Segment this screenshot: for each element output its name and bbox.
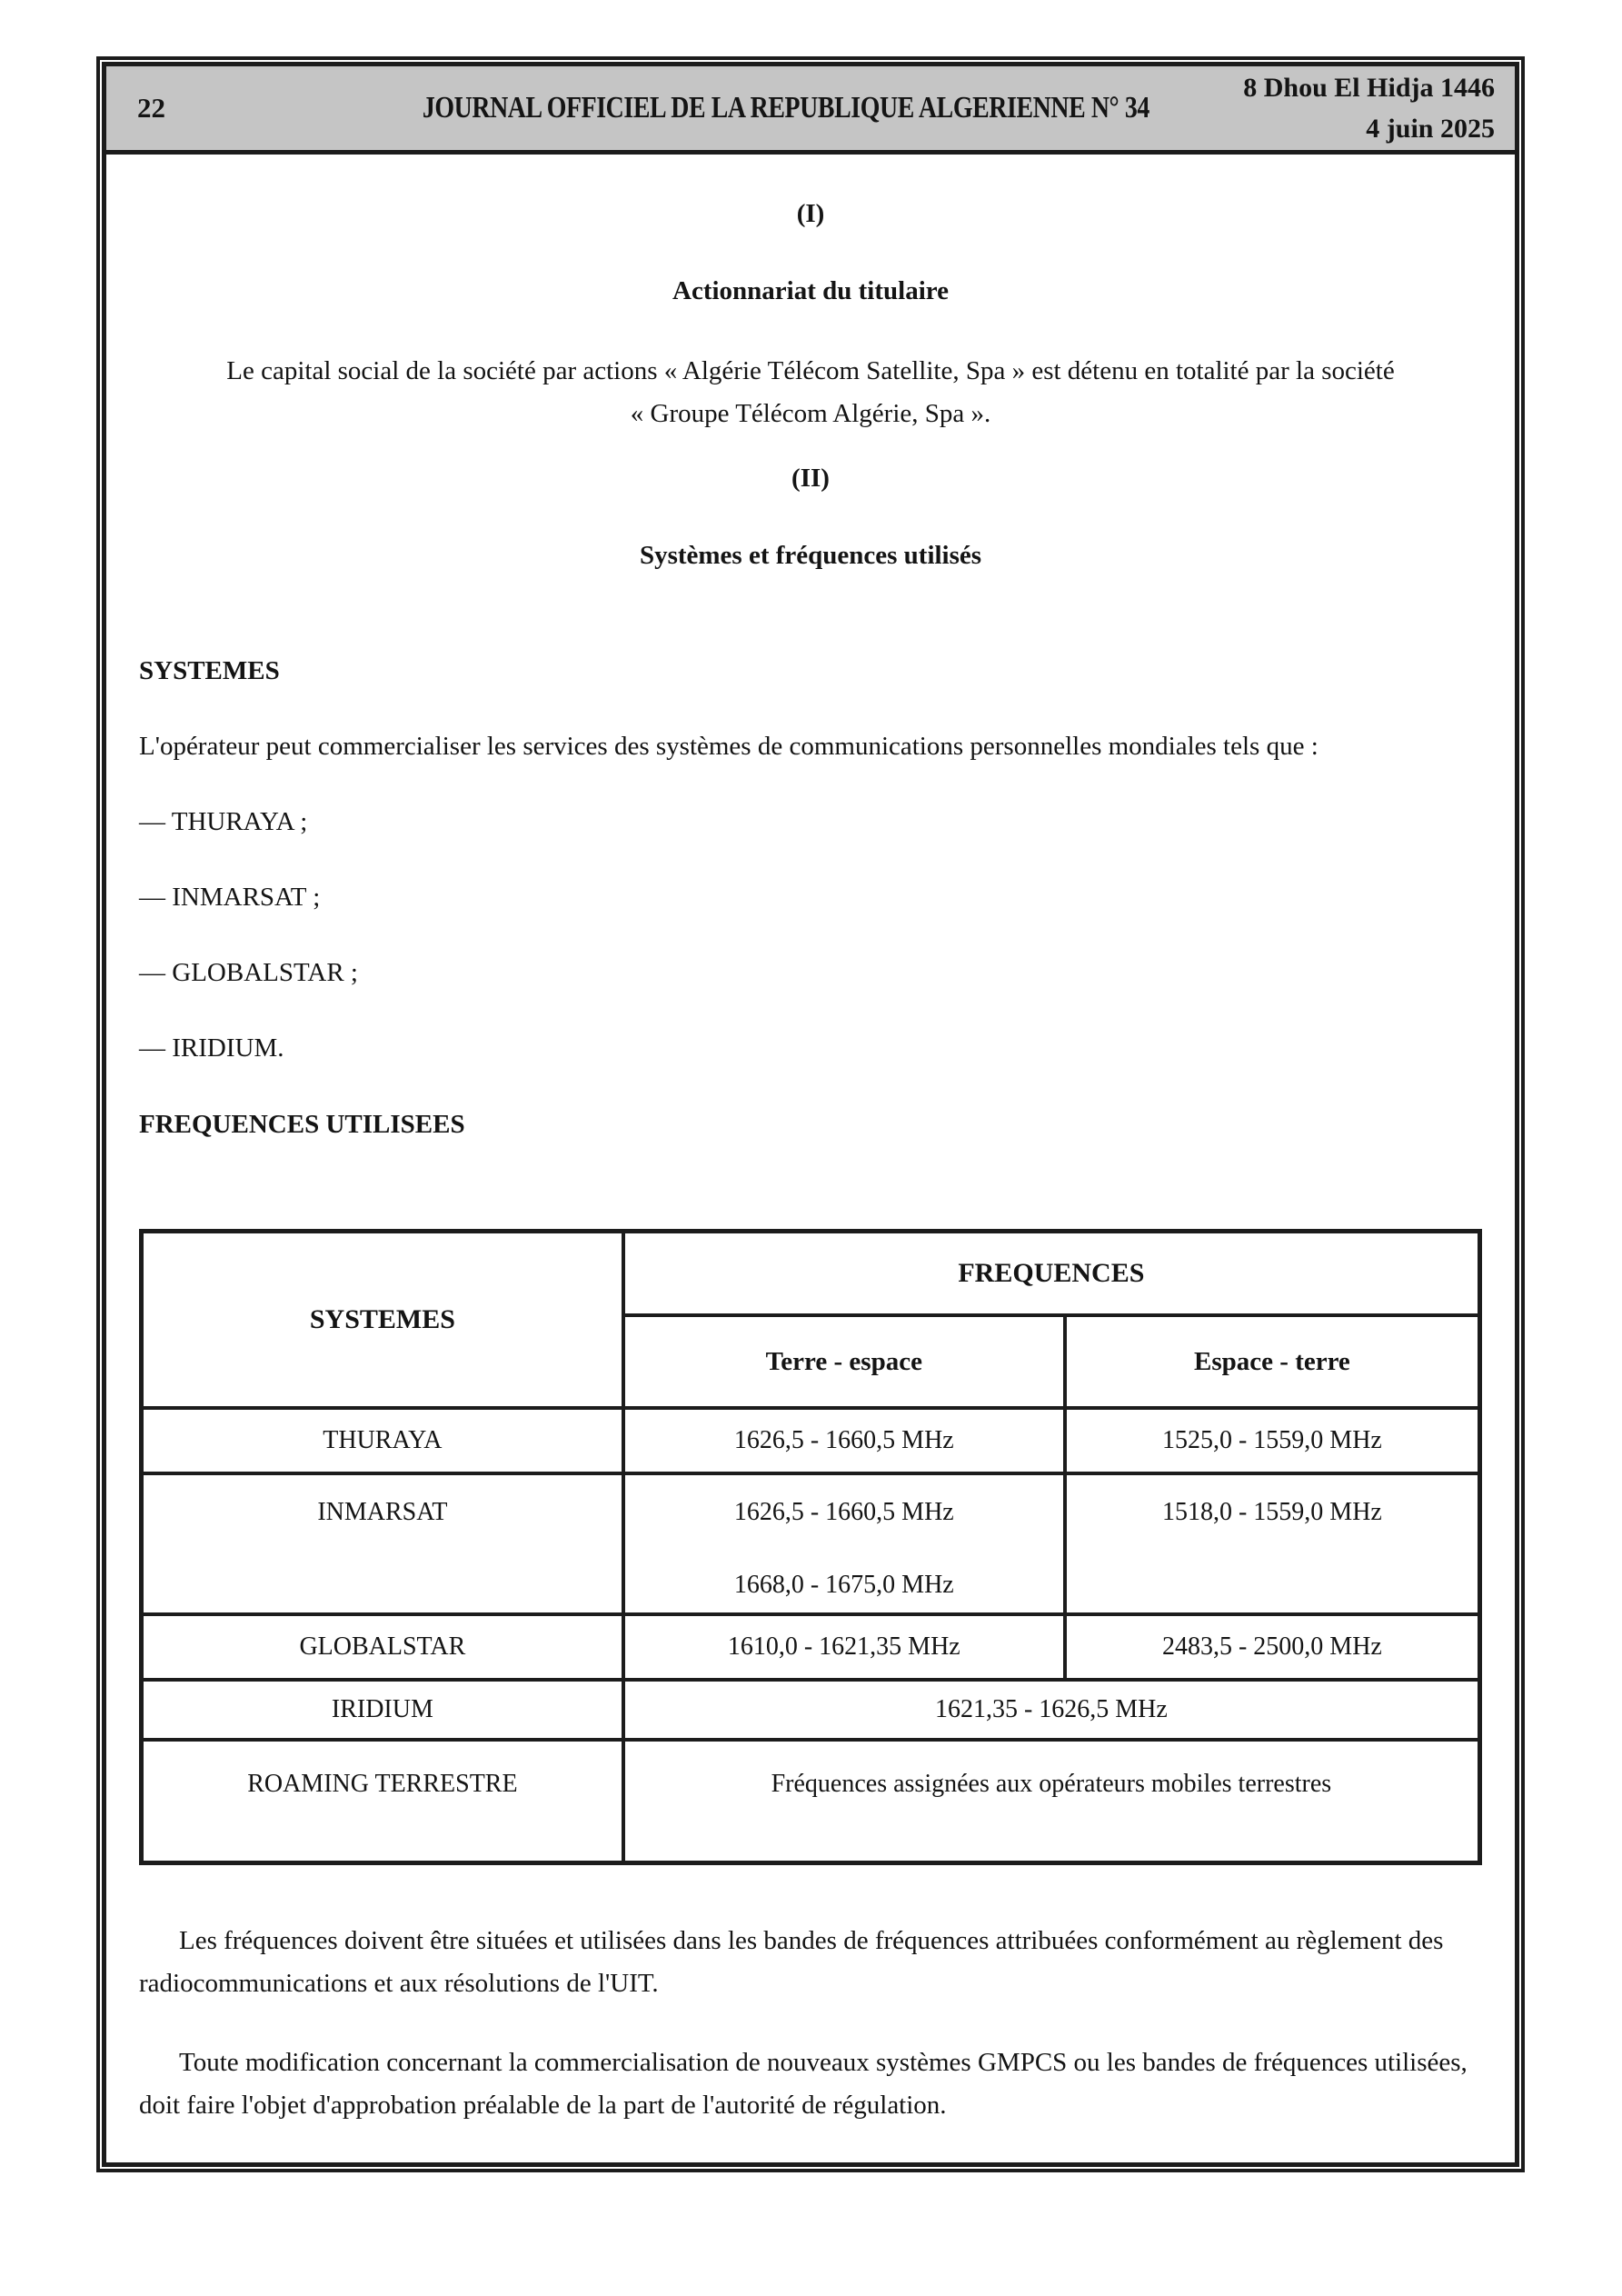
cell-espace-terre: 2483,5 - 2500,0 MHz: [1065, 1614, 1480, 1680]
shareholding-paragraph-line-1: Le capital social de la société par actions « Algérie Télécom Satellite, Spa » est détenu en totalité par la société: [226, 356, 1395, 385]
note-1-line-2: radiocommunications et aux résolutions de l'UIT.: [139, 1969, 659, 1998]
cell-merged-frequency: Fréquences assignées aux opérateurs mobiles terrestres: [623, 1740, 1480, 1863]
cell-espace-terre: 1518,0 - 1559,0 MHz: [1065, 1473, 1480, 1614]
page-inner-frame: [102, 62, 1519, 2167]
th-terre-espace: Terre - espace: [623, 1315, 1065, 1408]
systems-heading: SYSTEMES: [139, 656, 280, 685]
note-2-line-2: doit faire l'objet d'approbation préalable de la part de l'autorité de régulation.: [139, 2091, 947, 2120]
section-1-mark: (I): [796, 199, 825, 228]
system-list-item-globalstar: — GLOBALSTAR ;: [139, 958, 358, 987]
cell-system: THURAYA: [142, 1408, 623, 1473]
journal-title: [328, 91, 1243, 125]
page-frame: [96, 56, 1525, 2172]
header-dates: [1243, 67, 1495, 149]
cell-system: ROAMING TERRESTRE: [142, 1740, 623, 1863]
system-list-item-thuraya: — THURAYA ;: [139, 807, 308, 836]
table-row-roaming-terrestre: [142, 1740, 1480, 1863]
table-header-row-1: [142, 1232, 1480, 1315]
section-2-mark: (II): [791, 464, 830, 493]
cell-merged-frequency: 1621,35 - 1626,5 MHz: [623, 1680, 1480, 1740]
cell-system: GLOBALSTAR: [142, 1614, 623, 1680]
journal-title-text: JOURNAL OFFICIEL DE LA REPUBLIQUE ALGERIENNE N° 34: [422, 91, 1149, 125]
system-list-item-iridium: — IRIDIUM.: [139, 1033, 284, 1063]
cell-terre-espace: 1610,0 - 1621,35 MHz: [623, 1614, 1065, 1680]
shareholding-paragraph: [139, 350, 1482, 435]
note-paragraph-2: [139, 2041, 1482, 2127]
page-header: [106, 66, 1515, 155]
systems-intro: L'opérateur peut commercialiser les services des systèmes de communications personnelles mondiales tels que :: [139, 732, 1318, 761]
th-systemes: SYSTEMES: [142, 1232, 623, 1408]
document-body: [106, 196, 1515, 2127]
date-hijri: 8 Dhou El Hidja 1446: [1243, 73, 1495, 103]
section-1-title: Actionnariat du titulaire: [672, 276, 949, 305]
section-2-title: Systèmes et fréquences utilisés: [639, 541, 982, 570]
note-2-line-1: Toute modification concernant la commercialisation de nouveaux systèmes GMPCS ou les bandes de fréquences utilisées,: [179, 2048, 1468, 2077]
inmarsat-frequency-line-2: 1668,0 - 1675,0 MHz: [733, 1570, 954, 1599]
note-paragraph-1: [139, 1920, 1482, 2005]
frequencies-table: [139, 1229, 1482, 1865]
cell-terre-espace: 1626,5 - 1660,5 MHz: [623, 1408, 1065, 1473]
cell-terre-espace: [623, 1473, 1065, 1614]
table-row-iridium: [142, 1680, 1480, 1740]
shareholding-paragraph-line-2: « Groupe Télécom Algérie, Spa ».: [630, 399, 991, 428]
cell-system: INMARSAT: [142, 1473, 623, 1614]
page-number: 22: [137, 92, 165, 124]
cell-system: IRIDIUM: [142, 1680, 623, 1740]
date-gregorian: 4 juin 2025: [1366, 114, 1495, 144]
th-frequences: FREQUENCES: [623, 1232, 1480, 1315]
system-list-item-inmarsat: — INMARSAT ;: [139, 883, 321, 912]
cell-espace-terre: 1525,0 - 1559,0 MHz: [1065, 1408, 1480, 1473]
table-row-thuraya: [142, 1408, 1480, 1473]
th-espace-terre: Espace - terre: [1065, 1315, 1480, 1408]
table-row-globalstar: [142, 1614, 1480, 1680]
inmarsat-frequency-line-1: 1626,5 - 1660,5 MHz: [733, 1497, 954, 1526]
note-1-line-1: Les fréquences doivent être situées et utilisées dans les bandes de fréquences attribuées conformément au règlement des: [179, 1926, 1444, 1955]
table-row-inmarsat: [142, 1473, 1480, 1614]
frequencies-heading: FREQUENCES UTILISEES: [139, 1110, 465, 1139]
